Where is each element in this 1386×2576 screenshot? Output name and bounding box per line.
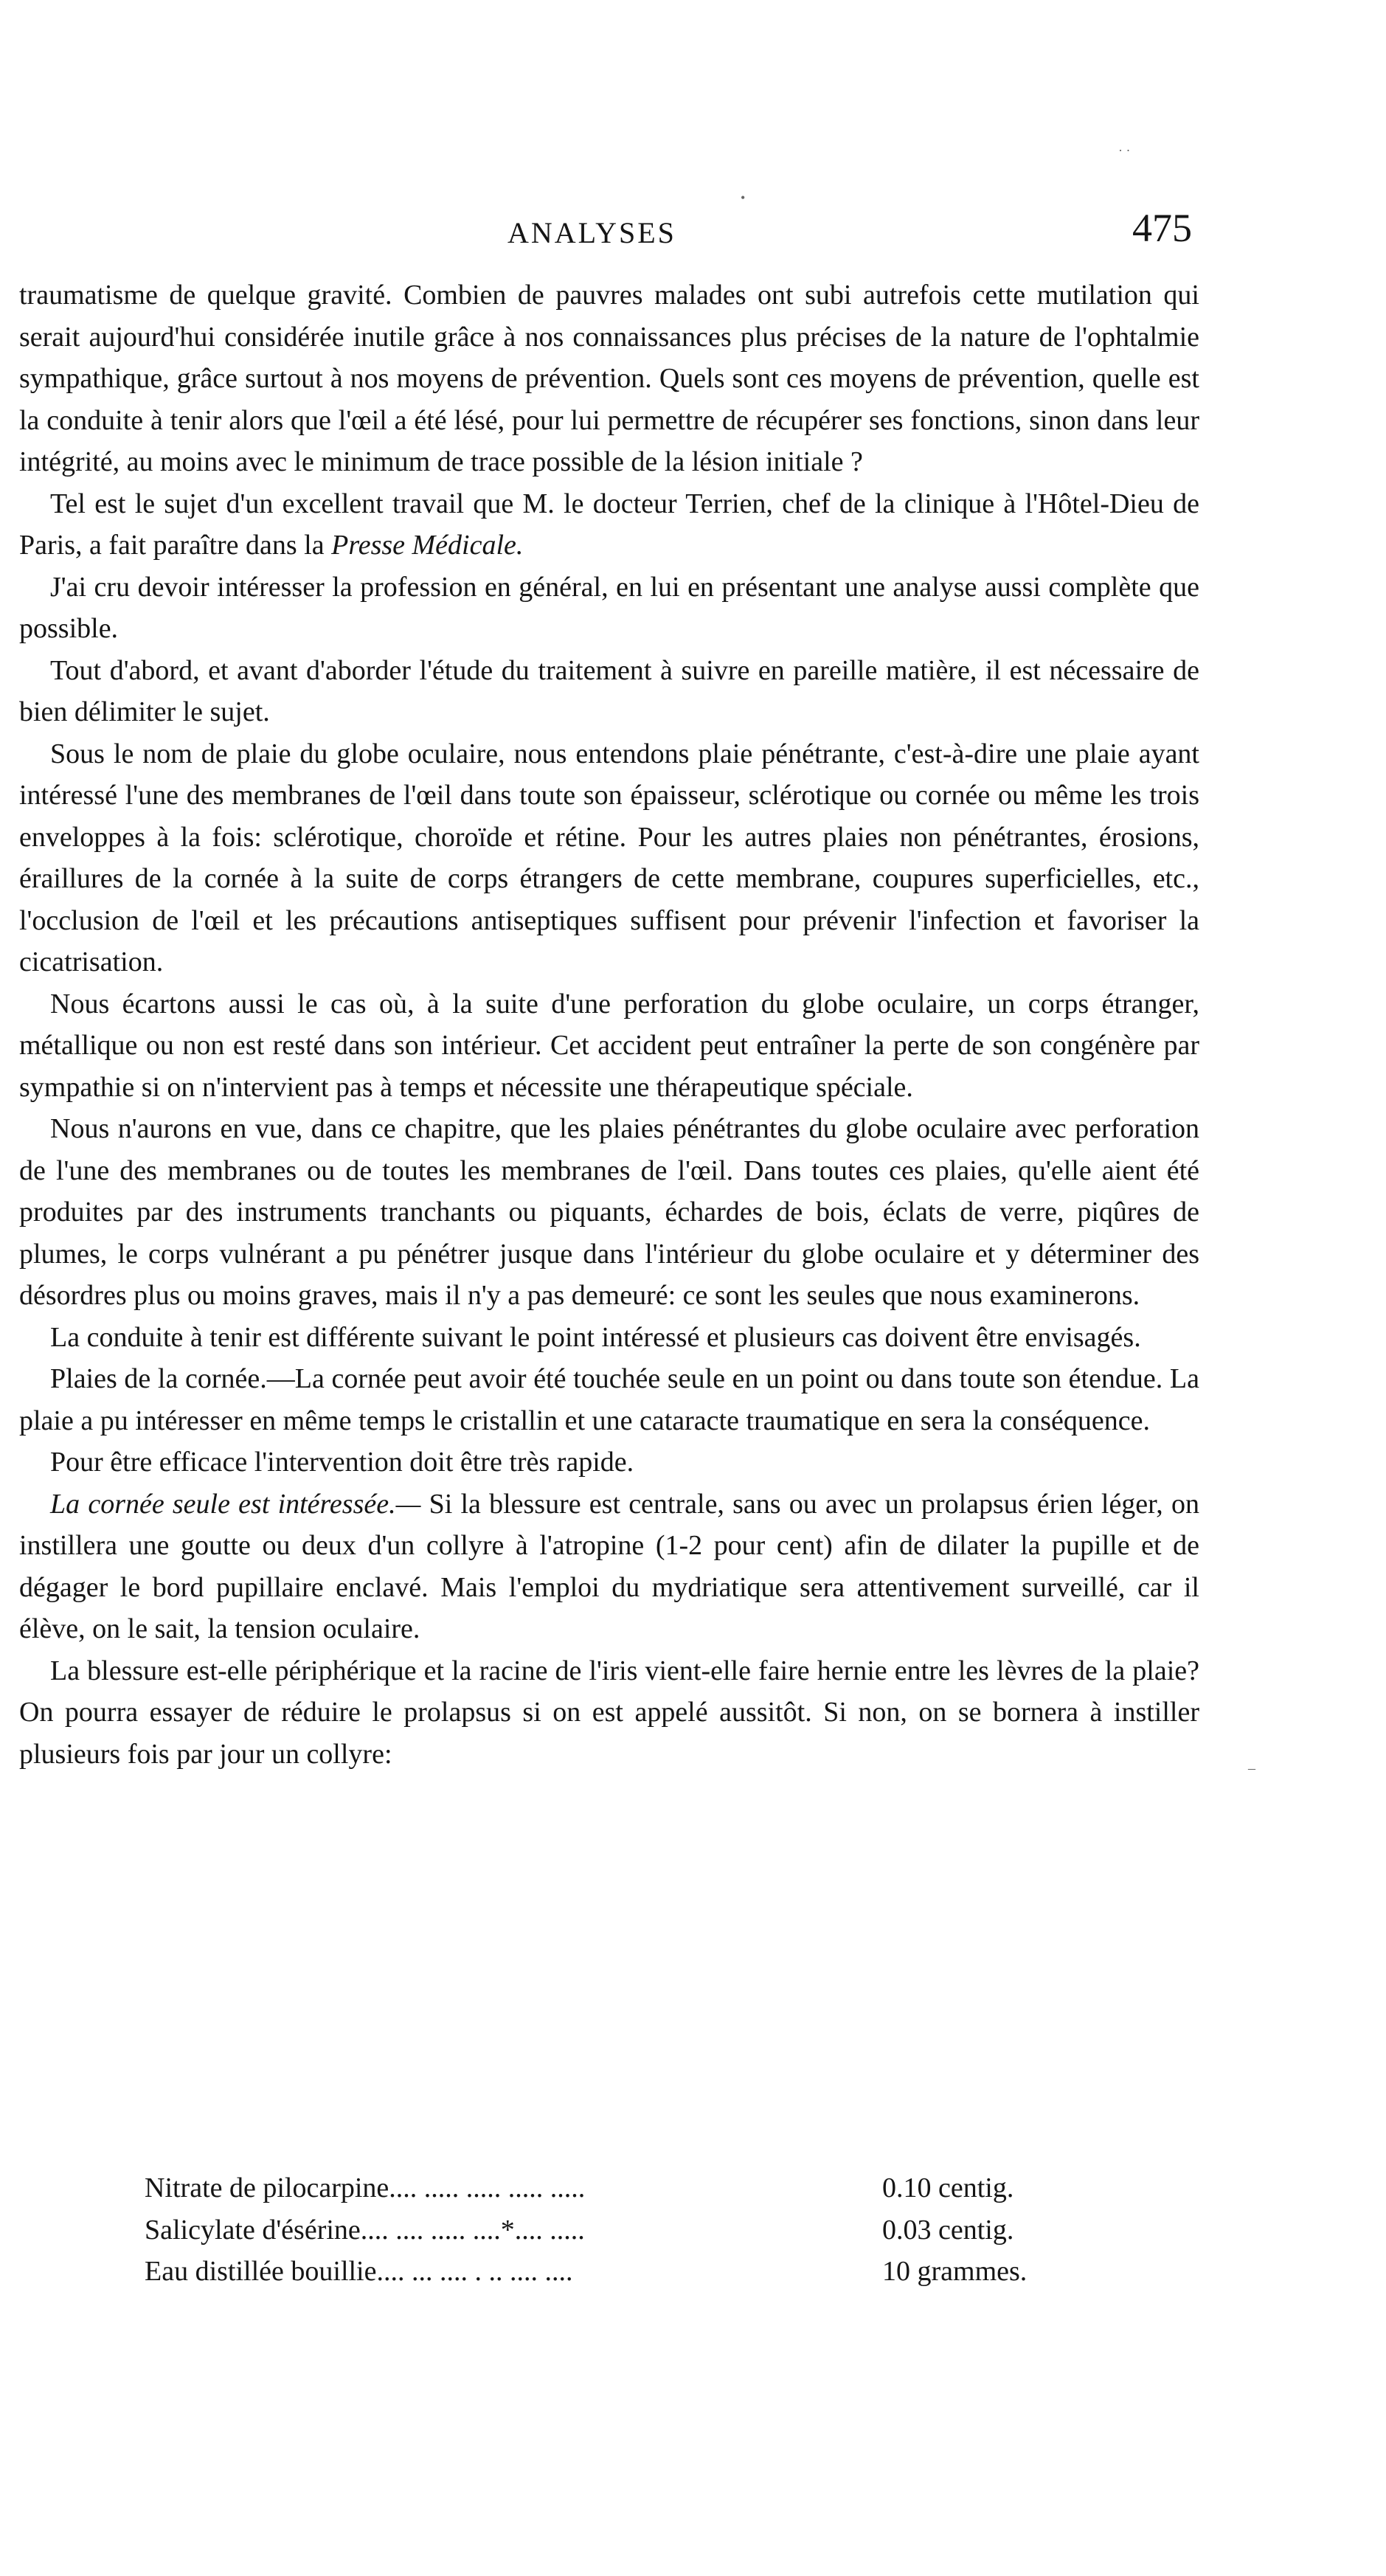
paragraph-focus: Nous n'aurons en vue, dans ce chapitre, que les plaies pénétrantes du globe oculaire avec perforation de l'une des membranes ou de toutes les membranes de l'œil. Dans toutes ces plaies, qu'elle aient été produites par des instruments tranchants ou piquants, échardes de bois, éclats de verre, piqûres de plumes, le corps vulnérant a pu pénétrer jusque dans l'intérieur du globe oculaire et y déterminer des désordres plus ou moins graves, mais il n'y a pas demeuré: ce sont les seules que nous examinerons. bbox=[19, 1113, 1199, 1311]
page-number: 475 bbox=[1132, 206, 1192, 250]
prescription-item-dose: 0.03 centig. bbox=[882, 2214, 1014, 2246]
prescription-row bbox=[145, 2251, 1059, 2293]
prescription-row bbox=[145, 2167, 1059, 2209]
article-body bbox=[19, 274, 1199, 1775]
prescription-item-dose: 0.10 centig. bbox=[882, 2172, 1014, 2203]
paragraph-cornea-wounds: Plaies de la cornée.—La cornée peut avoir été touchée seule en un point ou dans toute son étendue. La plaie a pu intéresser en même temps le cristallin et une cataracte traumatique en sera la conséquence. bbox=[19, 1363, 1199, 1436]
paragraph-peripheral-wound: La blessure est-elle périphérique et la racine de l'iris vient-elle faire hernie entre les lèvres de la plaie? On pourra essayer de réduire le prolapsus si on est appelé aussitôt. Si non, on se bornera à instiller plusieurs fois par jour un collyre: bbox=[19, 1655, 1199, 1770]
paragraph-conduct: La conduite à tenir est différente suivant le point intéressé et plusieurs cas doivent être envisagés. bbox=[50, 1321, 1141, 1353]
paragraph-purpose: J'ai cru devoir intéresser la profession en général, en lui en présentant une analyse aussi complète que possible. bbox=[19, 571, 1199, 644]
paragraph-central-wound-text: Si la blessure est centrale, sans ou avec un prolapsus érien léger, on instillera une goutte ou deux d'un collyre à l'atropine (1-2 pour cent) afin de dilater la pupille et de dégager le bord pupillaire enclavé. Mais l'emploi du mydriatique sera attentivement surveillé, car il élève, on le sait, la tension oculaire. bbox=[19, 1488, 1199, 1644]
prescription-item-name: Eau distillée bouillie.... ... .... . .. .... .... bbox=[145, 2256, 573, 2287]
page-header bbox=[0, 205, 1386, 264]
paragraph-continuation: traumatisme de quelque gravité. Combien de pauvres malades ont subi autrefois cette mutilation qui serait aujourd'hui considérée inutile grâce à nos connaissances plus précises de la nature de l'ophtalmie sympathique, grâce surtout à nos moyens de prévention. Quels sont ces moyens de prévention, quelle est la conduite à tenir alors que l'œil a été lésé, pour lui permettre de récupérer ses fonctions, sinon dans leur intégrité, au moins avec le minimum de trace possible de la lésion initiale ? bbox=[19, 280, 1199, 477]
scan-speck: • bbox=[741, 190, 746, 205]
paragraph-central-wound bbox=[19, 1483, 1199, 1650]
scan-speck: · · bbox=[1118, 143, 1131, 158]
paragraph-subject-text: Tel est le sujet d'un excellent travail que M. le docteur Terrien, chef de la clinique à l'Hôtel-Dieu de Paris, a fait paraître dans la bbox=[19, 488, 1199, 561]
running-title: ANALYSES bbox=[507, 216, 676, 249]
prescription-item-dose: 10 grammes. bbox=[882, 2256, 1028, 2287]
prescription-row bbox=[145, 2209, 1059, 2251]
paragraph-definition: Sous le nom de plaie du globe oculaire, nous entendons plaie pénétrante, c'est-à-dire une plaie ayant intéressé l'une des membranes de l'œil dans toute son épaisseur, sclérotique ou cornée ou même les trois enveloppes à la fois: sclérotique, choroïde et rétine. Pour les autres plaies non pénétrantes, érosions, éraillures de la cornée à la suite de corps étrangers de cette membrane, coupures superficielles, etc., l'occlusion de l'œil et les précautions antiseptiques suffisent pour prévenir l'infection et favoriser la cicatrisation. bbox=[19, 738, 1199, 977]
scan-speck: – bbox=[1248, 1760, 1255, 1776]
prescription-item-name: Salicylate d'ésérine.... .... ..... ....*.... ..... bbox=[145, 2214, 585, 2246]
paragraph-exclusion: Nous écartons aussi le cas où, à la suite d'une perforation du globe oculaire, un corps étranger, métallique ou non est resté dans son intérieur. Cet accident peut entraîner la perte de son congénère par sympathie si on n'intervient pas à temps et nécessite une thérapeutique spéciale. bbox=[19, 988, 1199, 1103]
prescription-list bbox=[145, 2167, 1059, 2293]
italic-heading: La cornée seule est intéressée.— bbox=[50, 1488, 421, 1520]
paragraph-subject bbox=[19, 483, 1199, 567]
paragraph-rapid-intervention: Pour être efficace l'intervention doit être très rapide. bbox=[50, 1447, 634, 1478]
journal-title: Presse Médicale. bbox=[331, 530, 524, 561]
paragraph-scope: Tout d'abord, et avant d'aborder l'étude du traitement à suivre en pareille matière, il est nécessaire de bien délimiter le sujet. bbox=[19, 654, 1199, 727]
prescription-item-name: Nitrate de pilocarpine.... ..... ..... ..... ..... bbox=[145, 2172, 586, 2203]
